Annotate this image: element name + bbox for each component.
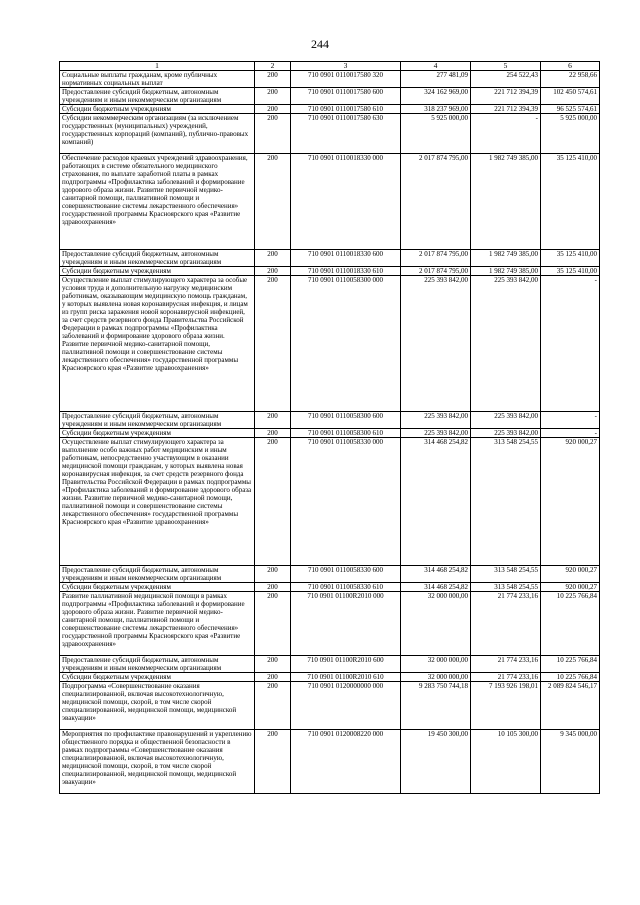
row-description: Развитие паллиативной медицинской помощи в рамках подпрограммы «Профилактика заболеваний и формирование здорового образа жизни. Развитие первичной медико-санитарной помощи, паллиативной помощи и совершенствование системы лекарственного обеспечения» государственной программы Красноярского края «Развитие здравоохранения» [60,592,255,656]
table-row [60,583,600,592]
row-code: 200 [255,88,291,105]
row-executed-amount: - [471,114,541,154]
row-executed-amount: 254 522,43 [471,71,541,88]
row-remaining-amount: 920 000,27 [541,438,600,566]
row-classification: 710 0901 0110018330 000 [291,154,401,250]
row-description: Мероприятия по профилактике правонарушений и укреплению общественного порядка и общественной безопасности в рамках подпрограммы «Совершенствование оказания специализированной, включая высокотехнологичную, медицинской помощи, скорой, в том числе скорой специализированной, медицинской помощи, медицинской эвакуации» [60,730,255,794]
row-executed-amount: 221 712 394,39 [471,88,541,105]
row-classification: 710 0901 0110017580 600 [291,88,401,105]
row-remaining-amount: 96 525 574,61 [541,105,600,114]
row-executed-amount: 1 982 749 385,00 [471,250,541,267]
row-approved-amount: 32 000 000,00 [401,673,471,682]
row-description: Предоставление субсидий бюджетным, автономным учреждениям и иным некоммерческим организациям [60,656,255,673]
row-executed-amount: 225 393 842,00 [471,412,541,429]
row-remaining-amount: 35 125 410,00 [541,154,600,250]
row-executed-amount: 225 393 842,00 [471,276,541,412]
row-classification: 710 0901 0110058300 610 [291,429,401,438]
row-classification: 710 0901 0110058300 600 [291,412,401,429]
row-classification: 710 0901 0110058330 000 [291,438,401,566]
row-classification: 710 0901 01100R2010 610 [291,673,401,682]
row-classification: 710 0901 01100R2010 000 [291,592,401,656]
row-classification: 710 0901 01100R2010 600 [291,656,401,673]
row-code: 200 [255,583,291,592]
row-code: 200 [255,276,291,412]
row-remaining-amount: 5 925 000,00 [541,114,600,154]
table-row [60,438,600,566]
row-executed-amount: 7 193 926 198,01 [471,682,541,730]
row-approved-amount: 2 017 874 795,00 [401,250,471,267]
row-classification: 710 0901 0110058300 000 [291,276,401,412]
row-executed-amount: 21 774 233,16 [471,673,541,682]
row-classification: 710 0901 0110058330 600 [291,566,401,583]
row-description: Предоставление субсидий бюджетным, автономным учреждениям и иным некоммерческим организациям [60,250,255,267]
header-col-6: 6 [541,62,600,71]
row-executed-amount: 1 982 749 385,00 [471,154,541,250]
row-remaining-amount: 9 345 000,00 [541,730,600,794]
row-executed-amount: 313 548 254,55 [471,566,541,583]
row-approved-amount: 2 017 874 795,00 [401,154,471,250]
row-remaining-amount: 10 225 766,84 [541,656,600,673]
table-row [60,429,600,438]
row-executed-amount: 21 774 233,16 [471,656,541,673]
row-classification: 710 0901 0110018330 600 [291,250,401,267]
table-row [60,250,600,267]
row-remaining-amount: 22 958,66 [541,71,600,88]
row-remaining-amount: - [541,429,600,438]
row-code: 200 [255,673,291,682]
row-approved-amount: 225 393 842,00 [401,276,471,412]
row-executed-amount: 21 774 233,16 [471,592,541,656]
row-approved-amount: 277 481,09 [401,71,471,88]
row-approved-amount: 9 283 750 744,18 [401,682,471,730]
row-code: 200 [255,267,291,276]
row-approved-amount: 314 468 254,82 [401,583,471,592]
table-row [60,730,600,794]
table-row [60,71,600,88]
row-classification: 710 0901 0110058330 610 [291,583,401,592]
row-code: 200 [255,682,291,730]
row-approved-amount: 5 925 000,00 [401,114,471,154]
table-row [60,412,600,429]
row-description: Субсидии некоммерческим организациям (за исключением государственных (муниципальных) учреждений, государственных корпораций (компаний), публично-правовых компаний) [60,114,255,154]
row-code: 200 [255,105,291,114]
row-approved-amount: 324 162 969,00 [401,88,471,105]
row-description: Субсидии бюджетным учреждениям [60,673,255,682]
table-row [60,592,600,656]
table-row [60,267,600,276]
table-row [60,154,600,250]
row-approved-amount: 32 000 000,00 [401,656,471,673]
row-approved-amount: 32 000 000,00 [401,592,471,656]
table-row [60,276,600,412]
row-description: Осуществление выплат стимулирующего характера за выполнение особо важных работ медицинским и иным работникам, непосредственно участвующим в оказании медицинской помощи гражданам, у которых выявлена новая коронавирусная инфекция, за счет средств резервного фонда Правительства Российской Федерации в рамках подпрограммы «Профилактика заболеваний и формирование здорового образа жизни. Развитие первичной медико-санитарной помощи, паллиативной помощи и совершенствование системы лекарственного обеспечения» государственной программы Красноярского края «Развитие здравоохранения» [60,438,255,566]
budget-table-body [60,62,600,794]
row-approved-amount: 314 468 254,82 [401,438,471,566]
row-description: Субсидии бюджетным учреждениям [60,105,255,114]
row-code: 200 [255,592,291,656]
row-description: Подпрограмма «Совершенствование оказания специализированной, включая высокотехнологичную, медицинской помощи, скорой, в том числе скорой специализированной, медицинской помощи, медицинской эвакуации» [60,682,255,730]
row-code: 200 [255,656,291,673]
table-row [60,673,600,682]
row-executed-amount: 221 712 394,39 [471,105,541,114]
row-executed-amount: 1 982 749 385,00 [471,267,541,276]
row-code: 200 [255,250,291,267]
header-col-2: 2 [255,62,291,71]
row-remaining-amount: 35 125 410,00 [541,250,600,267]
header-col-3: 3 [291,62,401,71]
header-col-5: 5 [471,62,541,71]
row-remaining-amount: 35 125 410,00 [541,267,600,276]
row-description: Субсидии бюджетным учреждениям [60,429,255,438]
row-description: Социальные выплаты гражданам, кроме публичных нормативных социальных выплат [60,71,255,88]
table-row [60,105,600,114]
table-row [60,114,600,154]
row-executed-amount: 225 393 842,00 [471,429,541,438]
row-code: 200 [255,566,291,583]
row-classification: 710 0901 0110018330 610 [291,267,401,276]
table-row [60,656,600,673]
page-number: 244 [311,37,329,51]
row-remaining-amount: 920 000,27 [541,583,600,592]
row-remaining-amount: - [541,412,600,429]
table-row [60,88,600,105]
header-col-4: 4 [401,62,471,71]
row-description: Субсидии бюджетным учреждениям [60,583,255,592]
row-remaining-amount: - [541,276,600,412]
row-code: 200 [255,154,291,250]
row-code: 200 [255,429,291,438]
row-description: Обеспечение расходов краевых учреждений здравоохранения, работающих в системе обязательного медицинского страхования, по выплате заработной платы в рамках подпрограммы «Профилактика заболеваний и формирование здорового образа жизни. Развитие первичной медико-санитарной помощи, паллиативной помощи и совершенствование системы лекарственного обеспечения» государственной программы Красноярского края «Развитие здравоохранения» [60,154,255,250]
table-header-row [60,62,600,71]
table-row [60,682,600,730]
row-code: 200 [255,730,291,794]
row-classification: 710 0901 0110017580 320 [291,71,401,88]
row-description: Предоставление субсидий бюджетным, автономным учреждениям и иным некоммерческим организациям [60,566,255,583]
row-approved-amount: 318 237 969,00 [401,105,471,114]
row-executed-amount: 313 548 254,55 [471,583,541,592]
row-code: 200 [255,412,291,429]
row-description: Предоставление субсидий бюджетным, автономным учреждениям и иным некоммерческим организациям [60,412,255,429]
row-executed-amount: 313 548 254,55 [471,438,541,566]
row-remaining-amount: 2 089 824 546,17 [541,682,600,730]
row-approved-amount: 225 393 842,00 [401,412,471,429]
row-executed-amount: 10 105 300,00 [471,730,541,794]
row-approved-amount: 19 450 300,00 [401,730,471,794]
row-description: Осуществление выплат стимулирующего характера за особые условия труда и дополнительную нагрузку медицинским работникам, оказывающим медицинскую помощь гражданам, у которых выявлена новая коронавирусная инфекция, и лицам из групп риска заражения новой коронавирусной инфекцией, за счет средств резервного фонда Правительства Российской Федерации в рамках подпрограммы «Профилактика заболеваний и формирование здорового образа жизни. Развитие первичной медико-санитарной помощи, паллиативной помощи и совершенствование системы лекарственного обеспечения» государственной программы Красноярского края «Развитие здравоохранения» [60,276,255,412]
table-row [60,566,600,583]
row-approved-amount: 225 393 842,00 [401,429,471,438]
row-code: 200 [255,71,291,88]
row-approved-amount: 314 468 254,82 [401,566,471,583]
row-classification: 710 0901 0110017580 630 [291,114,401,154]
row-classification: 710 0901 0120008220 000 [291,730,401,794]
budget-table [59,61,600,794]
row-classification: 710 0901 0110017580 610 [291,105,401,114]
row-code: 200 [255,114,291,154]
row-remaining-amount: 10 225 766,84 [541,592,600,656]
row-approved-amount: 2 017 874 795,00 [401,267,471,276]
row-remaining-amount: 10 225 766,84 [541,673,600,682]
row-code: 200 [255,438,291,566]
row-description: Субсидии бюджетным учреждениям [60,267,255,276]
row-description: Предоставление субсидий бюджетным, автономным учреждениям и иным некоммерческим организациям [60,88,255,105]
row-remaining-amount: 102 450 574,61 [541,88,600,105]
header-col-1: 1 [60,62,255,71]
row-remaining-amount: 920 000,27 [541,566,600,583]
row-classification: 710 0901 0120000000 000 [291,682,401,730]
